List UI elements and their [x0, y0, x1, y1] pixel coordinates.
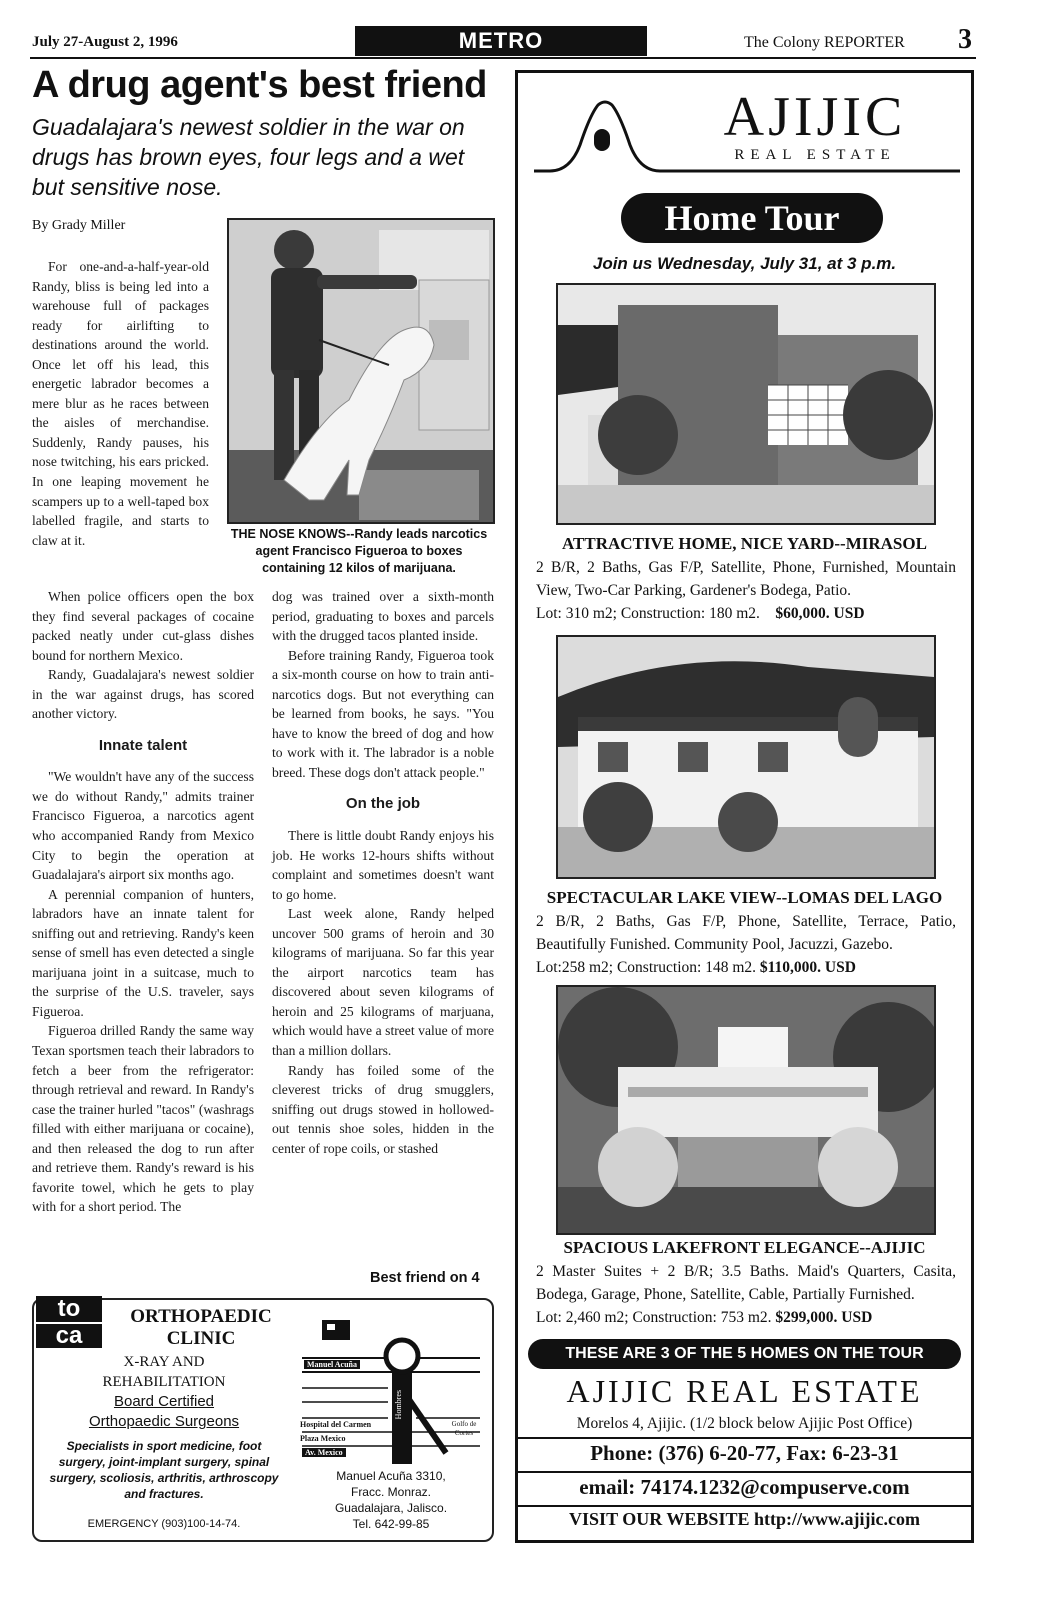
listing-1-lot: Lot: 310 m2; Construction: 180 m2. [536, 605, 760, 622]
clinic-line-4: Orthopaedic Surgeons [88, 1413, 240, 1430]
brand-subtitle: REAL ESTATE [734, 147, 896, 163]
article-column-1a [32, 257, 209, 550]
continued-on-link[interactable]: Best friend on 4 [370, 1270, 480, 1286]
listing-photo-2 [556, 635, 936, 879]
footer-brand: AJIJIC REAL ESTATE [566, 1373, 923, 1409]
address-line-2: Fracc. Monraz. [350, 1485, 431, 1499]
clinic-title: ORTHOPAEDIC CLINIC [130, 1306, 272, 1349]
listing-3-title: SPACIOUS LAKEFRONT ELEGANCE--AJIJIC [563, 1238, 926, 1257]
clinic-line-2: REHABILITATION [102, 1374, 226, 1390]
section-banner: METRO [355, 26, 647, 56]
logo-top: to [36, 1296, 102, 1322]
paragraph: There is little doubt Randy enjoys his job. He works 12-hours shifts without complaint and sometimes doesn't want to go home. [272, 828, 494, 902]
map-graphic [296, 1318, 486, 1466]
house-illustration [558, 285, 934, 523]
listing-3-features: 2 Master Suites + 2 B/R; 3.5 Baths. Maid's Quarters, Casita, Bodega, Garage, Phone, Satellite, Cable, Partially Furnished. [536, 1263, 956, 1303]
listing-3-lot: Lot: 2,460 m2; Construction: 753 m2. [536, 1309, 772, 1326]
orthopaedic-clinic-ad [32, 1295, 494, 1542]
paragraph: A perennial companion of hunters, labradors have an innate talent for sniffing out and retrieving. Randy's keen sense of smell has even detected a single marijuana joint in a suitcase, much to the surprise of the U.S. traveler, says Figueroa. [32, 886, 254, 1019]
phone-fax: Phone: (376) 6-20-77, Fax: 6-23-31 [590, 1441, 899, 1465]
address-line-1: Manuel Acuña 3310, [336, 1469, 446, 1483]
article-headline: A drug agent's best friend [32, 64, 487, 106]
divider [518, 1437, 971, 1439]
issue-date: July 27-August 2, 1996 [32, 34, 178, 50]
paragraph: dog was trained over a sixth-month period, graduating to boxes and parcels with the drugged tacos planted inside. [272, 589, 494, 644]
listing-1-details [536, 556, 956, 625]
home-tour-badge: Home Tour [621, 193, 883, 243]
paragraph: When police officers open the box they find several packages of cocaine packed neatly under cut-glass dishes bound for northern Mexico. [32, 589, 254, 663]
house-illustration [558, 987, 934, 1233]
listing-2-features: 2 B/R, 2 Baths, Gas F/P, Phone, Satellite, Terrace, Patio, Beautifully Funished. Community Pool, Jacuzzi, Gazebo. [536, 913, 956, 953]
paragraph: Before training Randy, Figueroa took a six-month course on how to train anti-narcotics dogs. But not everything can be learned from books, he says. "You have to know the breed of dog and how to work with it. The labrador is a noble breed. These dogs don't attack people." [272, 647, 494, 780]
article-column-1b [32, 587, 254, 1217]
ajijic-real-estate-ad [515, 70, 974, 1543]
brand-name: AJIJIC [723, 86, 907, 148]
website-link[interactable]: VISIT OUR WEBSITE http://www.ajijic.com [569, 1509, 920, 1529]
address-line-3: Guadalajara, Jalisco. [334, 1501, 448, 1515]
listing-1-features: 2 B/R, 2 Baths, Gas F/P, Satellite, Phone, Furnished, Mountain View, Two-Car Parking, Gardener's Bodega, Patio. [536, 559, 956, 599]
photo-caption: THE NOSE KNOWS--Randy leads narcotics agent Francisco Figueroa to boxes containing 12 kilos of marijuana. [230, 527, 488, 575]
article-photo [227, 218, 495, 524]
listing-photo-1 [556, 283, 936, 525]
paragraph: "We wouldn't have any of the success we do without Randy," admits trainer Francisco Figueroa, a narcotics agent who accompanied Randy from Mexico City to begin the operation at Guadalajara's airport six months ago. [32, 769, 254, 883]
email-address[interactable]: email: 74174.1232@compuserve.com [579, 1475, 910, 1499]
house-illustration [558, 637, 934, 877]
clinic-services [44, 1352, 284, 1432]
section-heading-innate-talent: Innate talent [98, 736, 188, 754]
clinic-line-1: X-RAY AND [123, 1354, 205, 1370]
paragraph: Last week alone, Randy helped uncover 500 grams of heroin and 30 kilograms of marijuana. So far this year the airport narcotics team has discovered about seven kilograms of heroin and 25 kilograms of marjuana, which would have a street value of more than a million dollars. [272, 906, 494, 1059]
map-street-top: Manuel Acuña [304, 1360, 360, 1369]
clinic-specialties: Specialists in sport medicine, foot surgery, joint-implant surgery, spinal surgery, scoliosis, arthritis, arthroscopy and fractures. [49, 1439, 279, 1501]
clinic-logo [36, 1295, 106, 1349]
tour-date: Join us Wednesday, July 31, at 3 p.m. [592, 254, 897, 273]
paragraph: Figueroa drilled Randy the same way Texan sportsmen teach their labradors to fetch a beer from the refrigerator: through retrieval and reward. In Randy's case the trainer hurled "tacos" (washrags filled with either marijuana or cocaine), and then released the dog to run after and retrieve them. Randy's reward is his favorite towel, which he gets to play with for a short period. The [32, 1023, 254, 1215]
clinic-phone: Tel. 642-99-85 [352, 1517, 430, 1531]
office-address: Morelos 4, Ajijic. (1/2 block below Ajijic Post Office) [576, 1415, 913, 1432]
clinic-location-map [296, 1318, 486, 1466]
ajijic-logo [530, 85, 960, 175]
listing-photo-3 [556, 985, 936, 1235]
paragraph: For one-and-a-half-year-old Randy, bliss is being led into a warehouse full of packages ready for airlifting to destinations around the world. Once let off his lead, this energetic labrador becomes a mere blur as he races between the aisles of merchandise. Suddenly, Randy pauses, his nose twitching, his ears pricked. In one leaping movement he scampers up to a well-taped box labelled fragile, and starts to claw at it. [32, 259, 209, 548]
page-number: 3 [958, 24, 972, 55]
listing-2-lot: Lot:258 m2; Construction: 148 m2. [536, 959, 757, 976]
clinic-line-3: Board Certified [113, 1393, 215, 1410]
tour-banner: THESE ARE 3 OF THE 5 HOMES ON THE TOUR [528, 1339, 961, 1369]
clinic-emergency: EMERGENCY (903)100-14-74. [87, 1518, 241, 1530]
divider [518, 1505, 971, 1507]
article-byline: By Grady Miller [32, 218, 126, 233]
logo-bottom: ca [36, 1324, 102, 1348]
map-golfo-label: Golfo de Cortes [451, 1420, 477, 1437]
article-subhead: Guadalajara's newest soldier in the war on drugs has brown eyes, four legs and a wet but sensitive nose. [32, 114, 465, 200]
listing-2-details [536, 910, 956, 979]
section-heading-on-the-job: On the job [345, 795, 421, 813]
paragraph: Randy, Guadalajara's newest soldier in the war against drugs, has scored another victory. [32, 667, 254, 722]
map-street-vertical: Hombres [394, 1390, 403, 1420]
map-avenue-label: Av. Mexico [302, 1448, 346, 1457]
dog-agent-illustration [229, 220, 493, 522]
listing-3-details [536, 1260, 956, 1329]
divider [518, 1471, 971, 1473]
map-plaza-label: Plaza Mexico [300, 1434, 346, 1443]
listing-2-price: $110,000. USD [759, 959, 856, 976]
paragraph: Randy has foiled some of the cleverest tricks of drug smugglers, sniffing out drugs stowed in hollowed-out tennis shoe soles, hidden in the center of rope coils, or stashed [272, 1062, 494, 1156]
listing-3-price: $299,000. USD [775, 1309, 873, 1326]
header-rule [30, 57, 976, 59]
newspaper-name: The Colony REPORTER [744, 34, 905, 51]
listing-1-title: ATTRACTIVE HOME, NICE YARD--MIRASOL [562, 534, 927, 553]
clinic-address [296, 1468, 486, 1532]
map-hospital-label: Hospital del Carmen [300, 1420, 372, 1429]
listing-2-title: SPECTACULAR LAKE VIEW--LOMAS DEL LAGO [546, 888, 943, 907]
listing-1-price: $60,000. USD [775, 605, 865, 622]
article-column-2 [272, 587, 494, 1158]
